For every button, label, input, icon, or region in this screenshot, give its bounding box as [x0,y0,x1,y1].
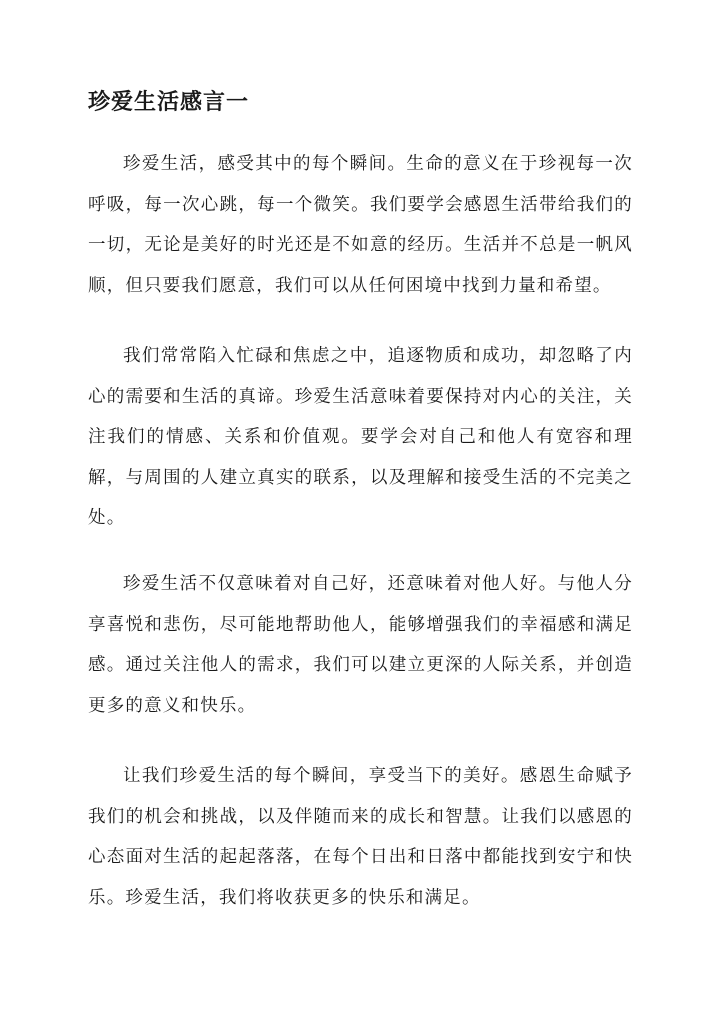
paragraph-4: 让我们珍爱生活的每个瞬间，享受当下的美好。感恩生命赋予我们的机会和挑战，以及伴随而来的成长和智慧。让我们以感恩的心态面对生活的起起落落，在每个日出和日落中都能找到安宁和快乐。珍爱生活，我们将收获更多的快乐和满足。 [88,766,633,908]
paragraph-3: 珍爱生活不仅意味着对自己好，还意味着对他人好。与他人分享喜悦和悲伤，尽可能地帮助他人，能够增强我们的幸福感和满足感。通过关注他人的需求，我们可以建立更深的人际关系，并创造更多的意义和快乐。 [88,574,633,716]
paragraph-1: 珍爱生活，感受其中的每个瞬间。生命的意义在于珍视每一次呼吸，每一次心跳，每一个微笑。我们要学会感恩生活带给我们的一切，无论是美好的时光还是不如意的经历。生活并不总是一帆风顺，但只要我们愿意，我们可以从任何困境中找到力量和希望。 [88,154,633,296]
paragraph-2: 我们常常陷入忙碌和焦虑之中，追逐物质和成功，却忽略了内心的需要和生活的真谛。珍爱生活意味着要保持对内心的关注，关注我们的情感、关系和价值观。要学会对自己和他人有宽容和理解，与周围的人建立真实的联系，以及理解和接受生活的不完美之处。 [88,346,633,528]
document-title: 珍爱生活感言一 [88,89,250,115]
